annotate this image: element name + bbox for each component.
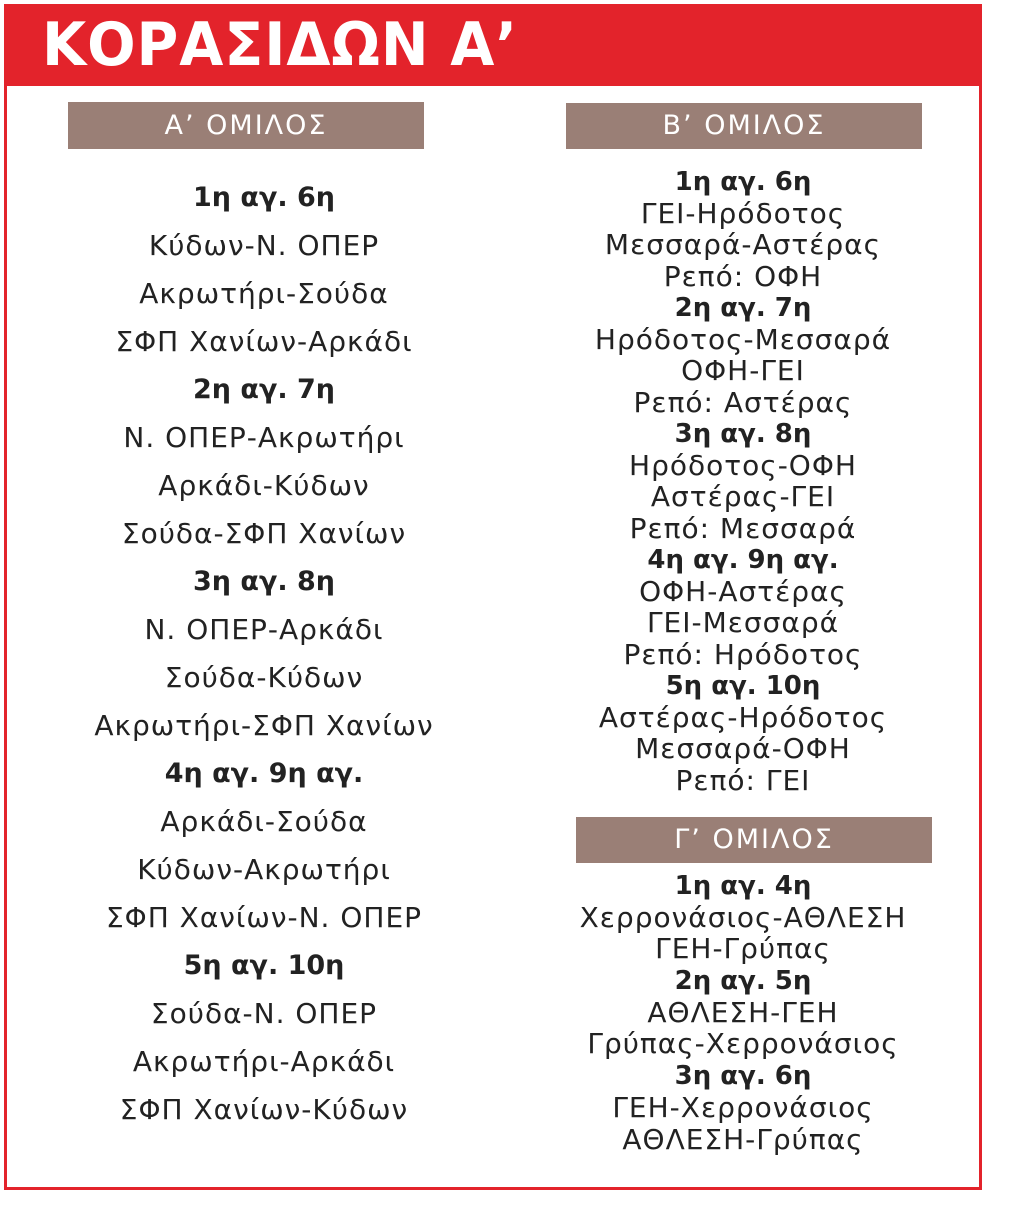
- round-heading: 3η αγ. 6η: [674, 1061, 812, 1092]
- round-heading: 2η αγ. 7η: [192, 374, 335, 405]
- title-banner: [4, 4, 982, 86]
- group-b-schedule: [548, 166, 938, 796]
- match-line: Ηρόδοτος-ΟΦΗ: [629, 448, 857, 482]
- match-line: ΑΘΛΕΣΗ-Γρύπας: [622, 1122, 864, 1156]
- round-heading: 2η αγ. 5η: [674, 966, 812, 997]
- group-c-schedule: [548, 870, 938, 1155]
- round-heading: 4η αγ. 9η αγ.: [647, 545, 839, 575]
- round-heading: 5η αγ. 10η: [183, 950, 345, 981]
- match-line: Ρεπό: ΓΕΙ: [675, 763, 811, 797]
- match-line: ΓΕΗ-Γρύπας: [655, 932, 831, 966]
- group-c-header: Γ’ ΟΜΙΛΟΣ: [576, 817, 932, 863]
- round-heading: 1η αγ. 4η: [674, 871, 812, 901]
- match-line: Γρύπας-Χερρονάσιος: [587, 1027, 899, 1061]
- group-a-schedule: [54, 178, 474, 1138]
- match-line: Αρκάδι-Σούδα: [160, 805, 368, 838]
- match-line: Ρεπό: ΟΦΗ: [663, 259, 823, 293]
- match-line: Ρεπό: Αστέρας: [633, 385, 853, 419]
- match-line: Ηρόδοτος-Μεσσαρά: [594, 322, 892, 356]
- match-line: Ακρωτήρι-ΣΦΠ Χανίων: [94, 709, 434, 742]
- match-line: Αρκάδι-Κύδων: [158, 469, 370, 502]
- round-heading: 3η αγ. 8η: [192, 566, 335, 597]
- match-line: Σούδα-ΣΦΠ Χανίων: [121, 517, 407, 550]
- match-line: Ακρωτήρι-Σούδα: [139, 277, 389, 310]
- match-line: Ν. ΟΠΕΡ-Ακρωτήρι: [123, 421, 405, 454]
- match-line: Μεσσαρά-ΟΦΗ: [635, 732, 851, 765]
- round-heading: 1η αγ. 6η: [674, 167, 812, 197]
- match-line: ΟΦΗ-ΓΕΙ: [681, 354, 805, 387]
- match-line: Ρεπό: Μεσσαρά: [629, 511, 857, 545]
- match-line: Κύδων-Ν. ΟΠΕΡ: [148, 229, 380, 262]
- match-line: Ακρωτήρι-Αρκάδι: [132, 1045, 396, 1078]
- round-heading: 2η αγ. 7η: [674, 293, 812, 323]
- match-line: Αστέρας-Ηρόδοτος: [598, 700, 888, 734]
- match-line: ΓΕΙ-Μεσσαρά: [646, 606, 840, 639]
- match-line: ΟΦΗ-Αστέρας: [639, 574, 847, 608]
- group-a-header: Α’ ΟΜΙΛΟΣ: [68, 102, 424, 149]
- match-line: Μεσσαρά-Αστέρας: [604, 228, 882, 261]
- match-line: ΣΦΠ Χανίων-Ν. ΟΠΕΡ: [105, 901, 423, 934]
- match-line: Αστέρας-ΓΕΙ: [650, 480, 836, 513]
- round-heading: 1η αγ. 6η: [192, 182, 335, 213]
- page-title: ΚΟΡΑΣΙΔΩΝ Α’: [42, 10, 518, 80]
- match-line: ΑΘΛΕΣΗ-ΓΕΗ: [647, 995, 839, 1029]
- match-line: Σούδα-Κύδων: [164, 661, 364, 694]
- round-heading: 5η αγ. 10η: [665, 671, 821, 701]
- match-line: ΓΕΙ-Ηρόδοτος: [640, 196, 846, 230]
- match-line: Κύδων-Ακρωτήρι: [137, 853, 391, 886]
- round-heading: 3η αγ. 8η: [674, 419, 812, 449]
- match-line: Ρεπό: Ηρόδοτος: [623, 637, 863, 671]
- match-line: Χερρονάσιος-ΑΘΛΕΣΗ: [579, 900, 907, 934]
- match-line: ΣΦΠ Χανίων-Αρκάδι: [115, 325, 413, 358]
- round-heading: 4η αγ. 9η αγ.: [164, 758, 364, 789]
- match-line: Ν. ΟΠΕΡ-Αρκάδι: [144, 613, 384, 646]
- match-line: Σούδα-Ν. ΟΠΕΡ: [150, 997, 378, 1030]
- group-b-header: Β’ ΟΜΙΛΟΣ: [566, 103, 922, 149]
- match-line: ΣΦΠ Χανίων-Κύδων: [119, 1093, 409, 1126]
- match-line: ΓΕΗ-Χερρονάσιος: [612, 1090, 874, 1124]
